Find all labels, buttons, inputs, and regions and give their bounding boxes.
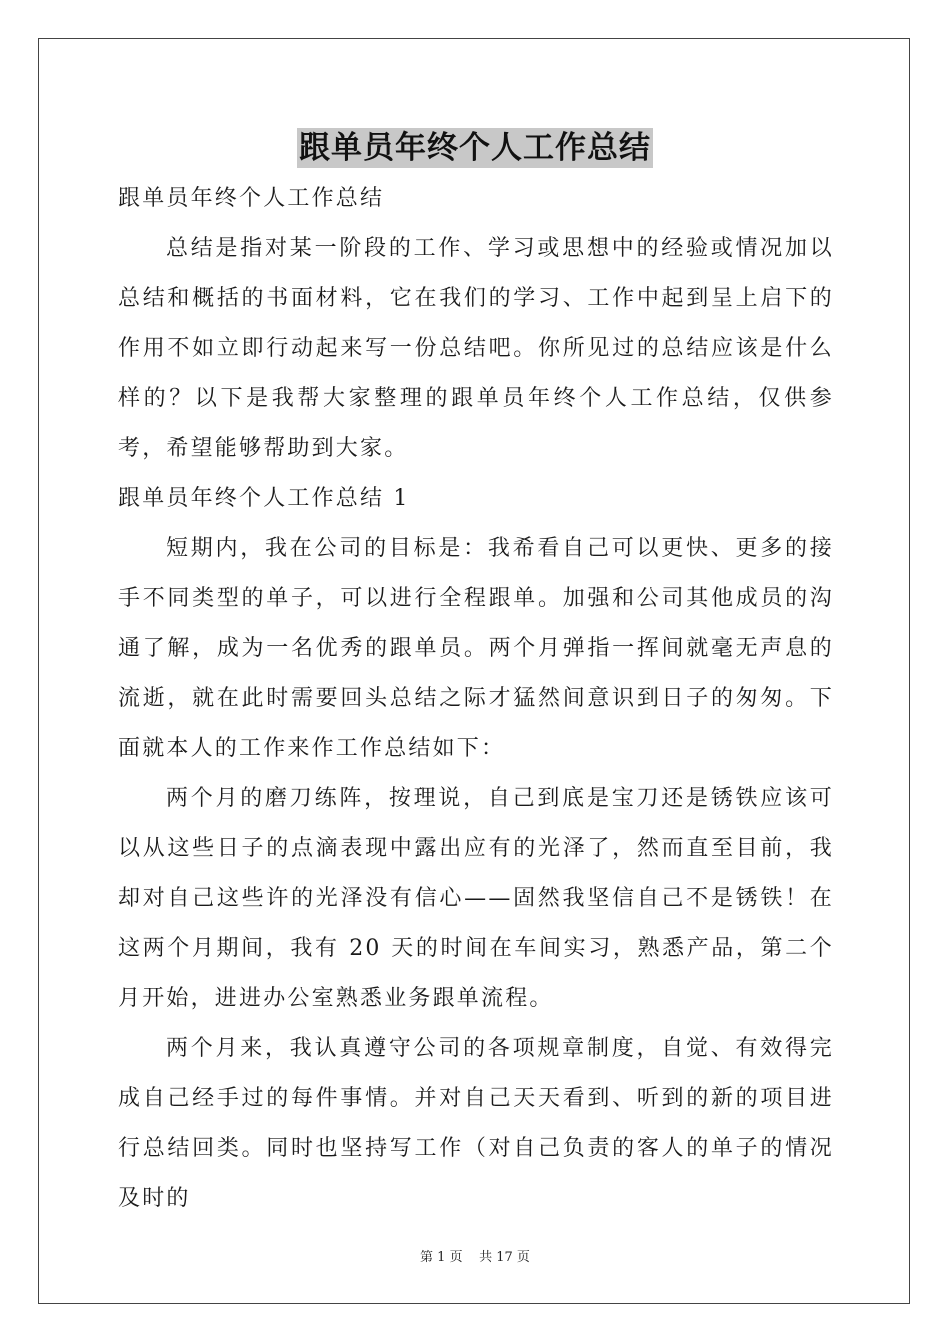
section-heading: 跟单员年终个人工作总结 1 bbox=[118, 486, 410, 511]
paragraph: 两个月的磨刀练阵，按理说，自己到底是宝刀还是锈铁应该可以从这些日子的点滴表现中露出应有的光泽了，然而直至目前，我却对自己这些许的光泽没有信心——固然我坚信自己不是锈铁！在这两个月期间，我有 20 天的时间在车间实习，熟悉产品，第二个月开始，进进办公室熟悉业务跟单流程。 bbox=[118, 786, 834, 1011]
title-container bbox=[0, 128, 950, 168]
page-footer bbox=[0, 1246, 950, 1265]
document-body bbox=[118, 174, 834, 1224]
paragraph: 总结是指对某一阶段的工作、学习或思想中的经验或情况加以总结和概括的书面材料，它在我们的学习、工作中起到呈上启下的作用不如立即行动起来写一份总结吧。你所见过的总结应该是什么样的？以下是我帮大家整理的跟单员年终个人工作总结，仅供参考，希望能够帮助到大家。 bbox=[118, 236, 834, 461]
page-number: 第 1 页 bbox=[420, 1250, 463, 1265]
page-total: 共 17 页 bbox=[479, 1250, 530, 1265]
paragraph: 两个月来，我认真遵守公司的各项规章制度，自觉、有效得完成自己经手过的每件事情。并对自己天天看到、听到的新的项目进行总结回类。同时也坚持写工作（对自己负责的客人的单子的情况及时的 bbox=[118, 1036, 834, 1211]
document-title: 跟单员年终个人工作总结 bbox=[299, 130, 651, 166]
paragraph: 跟单员年终个人工作总结 bbox=[118, 186, 385, 211]
paragraph: 短期内，我在公司的目标是：我希看自己可以更快、更多的接手不同类型的单子，可以进行全程跟单。加强和公司其他成员的沟通了解，成为一名优秀的跟单员。两个月弹指一挥间就毫无声息的流逝，就在此时需要回头总结之际才猛然间意识到日子的匆匆。下面就本人的工作来作工作总结如下： bbox=[118, 536, 834, 761]
